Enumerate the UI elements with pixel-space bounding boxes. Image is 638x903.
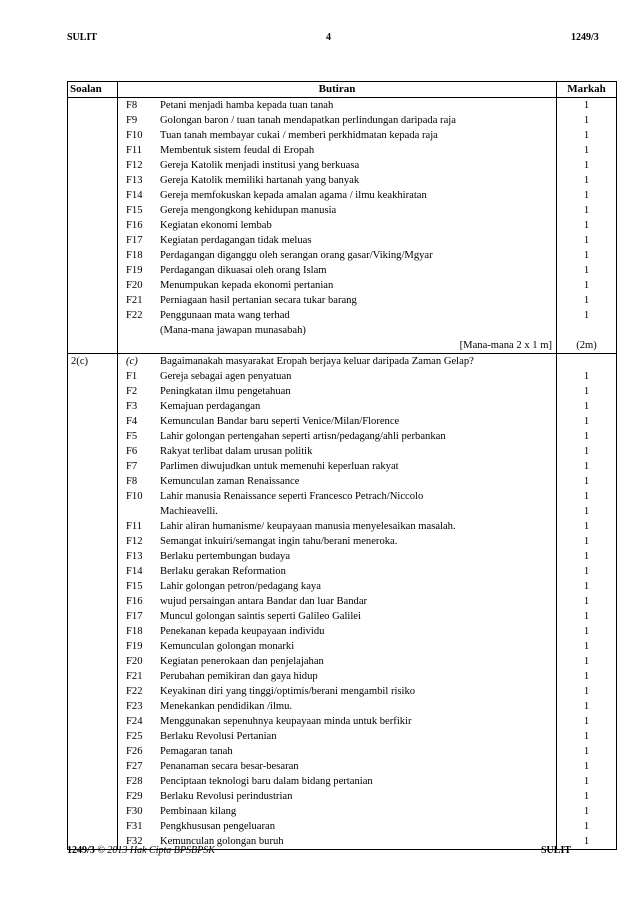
list-item bbox=[126, 459, 556, 474]
question-line-mark-spacer bbox=[557, 354, 616, 369]
item-code: F12 bbox=[126, 536, 143, 547]
block1-list bbox=[118, 98, 556, 353]
item-mark: 1 bbox=[583, 656, 590, 667]
item-mark: 1 bbox=[583, 371, 590, 382]
list-item bbox=[126, 414, 556, 429]
item-mark: 1 bbox=[583, 746, 590, 757]
item-mark: 1 bbox=[583, 491, 590, 502]
item-mark: 1 bbox=[583, 521, 590, 532]
list-item bbox=[126, 609, 556, 624]
item-text: Perdagangan dikuasai oleh orang Islam bbox=[160, 265, 327, 276]
item-code: F19 bbox=[126, 265, 143, 276]
item-mark: 1 bbox=[583, 160, 590, 171]
list-item bbox=[126, 98, 556, 113]
item-text: Menekankan pendidikan /ilmu. bbox=[160, 701, 293, 712]
item-mark: 1 bbox=[583, 611, 590, 622]
item-text: Machieavelli. bbox=[160, 506, 218, 517]
item-mark: 1 bbox=[583, 716, 590, 727]
list-item bbox=[126, 399, 556, 414]
list-item bbox=[126, 233, 556, 248]
block2-row bbox=[68, 354, 617, 850]
item-code: F16 bbox=[126, 220, 143, 231]
item-code: F14 bbox=[126, 566, 143, 577]
header-left: SULIT bbox=[67, 32, 98, 43]
item-text: Gereja sebagai agen penyatuan bbox=[160, 371, 292, 382]
item-mark: 1 bbox=[583, 175, 590, 186]
item-text: Perubahan pemikiran dan gaya hidup bbox=[160, 671, 318, 682]
item-text: Gereja mengongkong kehidupan manusia bbox=[160, 205, 337, 216]
item-mark: 1 bbox=[583, 686, 590, 697]
item-mark: 1 bbox=[583, 130, 590, 141]
list-item bbox=[126, 639, 556, 654]
footer-code: 1249/3 bbox=[67, 845, 95, 856]
block1-mark-list bbox=[557, 98, 616, 353]
block2-details bbox=[118, 354, 557, 850]
list-item bbox=[126, 504, 556, 519]
item-text: Pengkhususan pengeluaran bbox=[160, 821, 276, 832]
item-code: F23 bbox=[126, 701, 143, 712]
list-item bbox=[126, 429, 556, 444]
question-line bbox=[126, 354, 556, 369]
list-item bbox=[126, 143, 556, 158]
item-text: Keyakinan diri yang tinggi/optimis/berani mengambil risiko bbox=[160, 686, 416, 697]
item-mark: 1 bbox=[583, 821, 590, 832]
item-code: F6 bbox=[126, 446, 138, 457]
list-item bbox=[126, 684, 556, 699]
item-code: F32 bbox=[126, 836, 143, 847]
item-text: Kemajuan perdagangan bbox=[160, 401, 261, 412]
item-code: F3 bbox=[126, 401, 138, 412]
item-mark: 1 bbox=[583, 401, 590, 412]
item-text: Petani menjadi hamba kepada tuan tanah bbox=[160, 100, 334, 111]
item-text: Peningkatan ilmu pengetahuan bbox=[160, 386, 291, 397]
header-soalan: Soalan bbox=[68, 82, 118, 98]
list-item bbox=[126, 263, 556, 278]
item-mark: 1 bbox=[583, 791, 590, 802]
list-item bbox=[126, 714, 556, 729]
item-text: Kegiatan penerokaan dan penjelajahan bbox=[160, 656, 324, 667]
item-mark: 1 bbox=[583, 476, 590, 487]
item-mark: 1 bbox=[583, 671, 590, 682]
block2-list bbox=[118, 354, 556, 849]
item-mark: 1 bbox=[583, 310, 590, 321]
item-text: Perdagangan diganggu oleh serangan orang gasar/Viking/Mgyar bbox=[160, 250, 433, 261]
item-code: F11 bbox=[126, 145, 143, 156]
header-right: 1249/3 bbox=[571, 32, 599, 43]
item-code: F5 bbox=[126, 431, 138, 442]
item-text: Berlaku pertembungan budaya bbox=[160, 551, 291, 562]
list-item bbox=[126, 774, 556, 789]
item-code: F13 bbox=[126, 551, 143, 562]
item-mark: 1 bbox=[583, 566, 590, 577]
list-item bbox=[126, 128, 556, 143]
item-text: Pemagaran tanah bbox=[160, 746, 233, 757]
item-code: F11 bbox=[126, 521, 143, 532]
list-item bbox=[126, 549, 556, 564]
item-text: Semangat inkuiri/semangat ingin tahu/berani meneroka. bbox=[160, 536, 398, 547]
item-mark: 1 bbox=[583, 461, 590, 472]
list-item bbox=[126, 819, 556, 834]
list-item bbox=[126, 293, 556, 308]
item-mark: 1 bbox=[583, 446, 590, 457]
item-text: Penanaman secara besar-besaran bbox=[160, 761, 299, 772]
list-item bbox=[126, 474, 556, 489]
item-mark: 1 bbox=[583, 761, 590, 772]
block1-question-cell bbox=[68, 98, 118, 354]
item-code: F19 bbox=[126, 641, 143, 652]
item-mark: 1 bbox=[583, 806, 590, 817]
item-mark: 1 bbox=[583, 776, 590, 787]
item-code: F27 bbox=[126, 761, 143, 772]
item-text: Berlaku gerakan Reformation bbox=[160, 566, 286, 577]
item-text: Berlaku Revolusi Pertanian bbox=[160, 731, 277, 742]
item-text: Gereja Katolik memiliki hartanah yang banyak bbox=[160, 175, 360, 186]
item-mark: 1 bbox=[583, 115, 590, 126]
footer-left bbox=[67, 845, 215, 856]
item-code: F8 bbox=[126, 476, 138, 487]
item-code: F20 bbox=[126, 280, 143, 291]
block2-marks bbox=[557, 354, 617, 850]
note-line bbox=[126, 323, 556, 338]
item-mark: 1 bbox=[583, 731, 590, 742]
item-code: F2 bbox=[126, 386, 138, 397]
list-item bbox=[126, 218, 556, 233]
item-code: F1 bbox=[126, 371, 138, 382]
item-mark: 1 bbox=[583, 220, 590, 231]
item-mark: 1 bbox=[583, 416, 590, 427]
list-item bbox=[126, 594, 556, 609]
item-code: F13 bbox=[126, 175, 143, 186]
item-text: Menumpukan kepada ekonomi pertanian bbox=[160, 280, 334, 291]
list-item bbox=[126, 369, 556, 384]
list-item bbox=[126, 519, 556, 534]
item-mark: 1 bbox=[583, 836, 590, 847]
list-item bbox=[126, 173, 556, 188]
item-text: Kemunculan zaman Renaissance bbox=[160, 476, 300, 487]
item-text: Golongan baron / tuan tanah mendapatkan perlindungan daripada raja bbox=[160, 115, 456, 126]
item-text: Penggunaan mata wang terhad bbox=[160, 310, 290, 321]
item-mark: 1 bbox=[583, 506, 590, 517]
item-mark: 1 bbox=[583, 190, 590, 201]
list-item bbox=[126, 113, 556, 128]
list-item bbox=[126, 489, 556, 504]
item-text: Parlimen diwujudkan untuk memenuhi keperluan rakyat bbox=[160, 461, 399, 472]
item-text: Perniagaan hasil pertanian secara tukar barang bbox=[160, 295, 357, 306]
block1-marks bbox=[557, 98, 617, 354]
item-text: Berlaku Revolusi perindustrian bbox=[160, 791, 293, 802]
marking-scheme-table bbox=[67, 81, 617, 850]
item-code: F30 bbox=[126, 806, 143, 817]
item-code: F18 bbox=[126, 250, 143, 261]
item-code: F25 bbox=[126, 731, 143, 742]
list-item bbox=[126, 444, 556, 459]
item-text: Lahir aliran humanisme/ keupayaan manusia menyelesaikan masalah. bbox=[160, 521, 456, 532]
item-text: Gereja Katolik menjadi institusi yang berkuasa bbox=[160, 160, 360, 171]
item-text: Lahir golongan pertengahan seperti artisn/pedagang/ahli perbankan bbox=[160, 431, 446, 442]
item-text: Kemunculan golongan buruh bbox=[160, 836, 284, 847]
item-code: F24 bbox=[126, 716, 143, 727]
header-butiran: Butiran bbox=[118, 82, 557, 98]
item-code: F7 bbox=[126, 461, 138, 472]
list-item bbox=[126, 579, 556, 594]
item-text: Membentuk sistem feudal di Eropah bbox=[160, 145, 315, 156]
note-mark-spacer bbox=[557, 323, 616, 338]
item-code: F31 bbox=[126, 821, 143, 832]
list-item bbox=[126, 188, 556, 203]
block1-details bbox=[118, 98, 557, 354]
item-code: F22 bbox=[126, 310, 143, 321]
list-item bbox=[126, 564, 556, 579]
list-item bbox=[126, 203, 556, 218]
footer-copyright: © 2013 Hak Cipta BPSBPSK bbox=[97, 845, 215, 856]
item-mark: 1 bbox=[583, 596, 590, 607]
item-code: F16 bbox=[126, 596, 143, 607]
item-code: F22 bbox=[126, 686, 143, 697]
item-mark: 1 bbox=[583, 626, 590, 637]
item-code: F10 bbox=[126, 130, 143, 141]
item-code: F8 bbox=[126, 100, 138, 111]
block2-answer-list bbox=[126, 369, 556, 849]
item-text: Penekanan kepada keupayaan individu bbox=[160, 626, 325, 637]
footer-right: SULIT bbox=[541, 845, 572, 856]
item-mark: 1 bbox=[583, 701, 590, 712]
item-code: F4 bbox=[126, 416, 138, 427]
list-item bbox=[126, 308, 556, 323]
item-mark: 1 bbox=[583, 641, 590, 652]
list-item bbox=[126, 759, 556, 774]
item-code: F15 bbox=[126, 581, 143, 592]
page-number: 4 bbox=[326, 32, 331, 43]
item-text: Lahir golongan petron/pedagang kaya bbox=[160, 581, 321, 592]
item-text: Gereja memfokuskan kepada amalan agama / ilmu keakhiratan bbox=[160, 190, 427, 201]
item-text: Kemunculan Bandar baru seperti Venice/Milan/Florence bbox=[160, 416, 400, 427]
list-item bbox=[126, 699, 556, 714]
item-text: Muncul golongan saintis seperti Galileo Galilei bbox=[160, 611, 361, 622]
item-mark: 1 bbox=[583, 295, 590, 306]
item-code: F17 bbox=[126, 611, 143, 622]
item-code: F9 bbox=[126, 115, 138, 126]
item-mark: 1 bbox=[583, 235, 590, 246]
item-mark: 1 bbox=[583, 386, 590, 397]
item-mark: 1 bbox=[583, 536, 590, 547]
item-code: F17 bbox=[126, 235, 143, 246]
list-item bbox=[126, 654, 556, 669]
question-label: (c) bbox=[126, 356, 138, 367]
item-text: Lahir manusia Renaissance seperti Francesco Petrach/Niccolo bbox=[160, 491, 424, 502]
list-item bbox=[126, 278, 556, 293]
note-indent bbox=[126, 323, 160, 338]
item-code: F26 bbox=[126, 746, 143, 757]
item-text: Kegiatan ekonomi lembab bbox=[160, 220, 272, 231]
item-code bbox=[126, 504, 160, 519]
item-text: Pembinaan kilang bbox=[160, 806, 237, 817]
list-item bbox=[126, 669, 556, 684]
item-text: Penciptaan teknologi baru dalam bidang pertanian bbox=[160, 776, 373, 787]
item-code: F20 bbox=[126, 656, 143, 667]
item-code: F14 bbox=[126, 190, 143, 201]
item-mark: 1 bbox=[583, 265, 590, 276]
item-mark: 1 bbox=[583, 431, 590, 442]
item-mark: 1 bbox=[583, 581, 590, 592]
item-mark: 1 bbox=[583, 551, 590, 562]
list-item bbox=[126, 624, 556, 639]
item-mark: 1 bbox=[583, 205, 590, 216]
item-code: F12 bbox=[126, 160, 143, 171]
summary-line bbox=[126, 338, 556, 353]
question-number: 2(c) bbox=[68, 354, 118, 850]
item-text: Tuan tanah membayar cukai / memberi perkhidmatan kepada raja bbox=[160, 130, 438, 141]
item-code: F28 bbox=[126, 776, 143, 787]
block1-row bbox=[68, 98, 617, 354]
item-mark: 1 bbox=[583, 100, 590, 111]
list-item bbox=[126, 804, 556, 819]
list-item bbox=[126, 789, 556, 804]
item-code: F18 bbox=[126, 626, 143, 637]
item-code: F21 bbox=[126, 671, 143, 682]
item-mark: 1 bbox=[583, 250, 590, 261]
item-text: Kegiatan perdagangan tidak meluas bbox=[160, 235, 312, 246]
item-code: F10 bbox=[126, 491, 143, 502]
item-code: F29 bbox=[126, 791, 143, 802]
item-text: Menggunakan sepenuhnya keupayaan minda untuk berfikir bbox=[160, 716, 412, 727]
item-code: F21 bbox=[126, 295, 143, 306]
item-mark: 1 bbox=[583, 280, 590, 291]
summary-text: [Mana-mana 2 x 1 m] bbox=[459, 340, 552, 351]
table-header-row bbox=[68, 82, 617, 98]
question-text: Bagaimanakah masyarakat Eropah berjaya keluar daripada Zaman Gelap? bbox=[160, 356, 474, 367]
list-item bbox=[126, 248, 556, 263]
answer-note: (Mana-mana jawapan munasabah) bbox=[160, 325, 306, 336]
list-item bbox=[126, 744, 556, 759]
item-mark: 1 bbox=[583, 145, 590, 156]
summary-mark: (2m) bbox=[576, 340, 597, 351]
list-item bbox=[126, 158, 556, 173]
list-item bbox=[126, 729, 556, 744]
header-markah: Markah bbox=[557, 82, 617, 98]
item-text: Rakyat terlibat dalam urusan politik bbox=[160, 446, 313, 457]
block2-mark-list bbox=[557, 369, 616, 849]
list-item bbox=[126, 534, 556, 549]
item-code: F15 bbox=[126, 205, 143, 216]
item-text: wujud persaingan antara Bandar dan luar Bandar bbox=[160, 596, 368, 607]
list-item bbox=[126, 384, 556, 399]
item-text: Kemunculan golongan monarki bbox=[160, 641, 295, 652]
